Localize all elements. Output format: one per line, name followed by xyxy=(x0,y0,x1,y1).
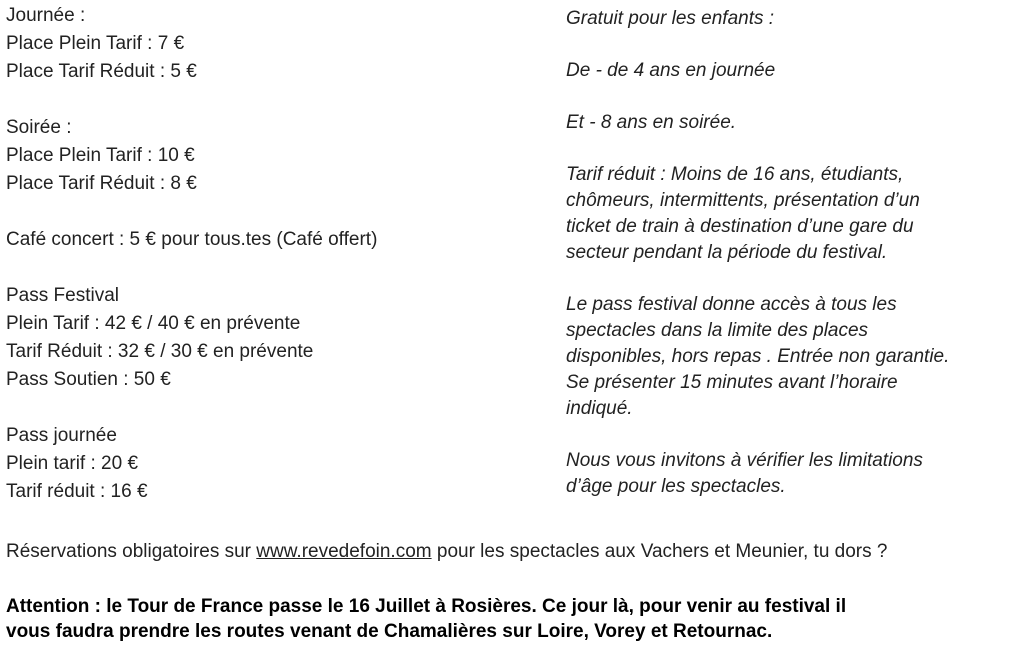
reservation-text-after: pour les spectacles aux Vachers et Meunier, tu dors ? xyxy=(431,541,888,562)
prices-column xyxy=(6,2,546,506)
attention-line-2: vous faudra prendre les routes venant de Chamalières sur Loire, Vorey et Retournac. xyxy=(6,621,773,642)
pass-journee-prices xyxy=(6,422,546,506)
soiree-prices xyxy=(6,114,546,198)
cafe-concert-line: Café concert : 5 € pour tous.tes (Café offert) xyxy=(6,229,378,250)
pass-festival-prices xyxy=(6,282,546,394)
journee-heading: Journée : xyxy=(6,5,86,26)
soiree-heading: Soirée : xyxy=(6,117,72,138)
pass-journee-reduced-price: Tarif réduit : 16 € xyxy=(6,481,148,502)
journee-reduced-price: Place Tarif Réduit : 5 € xyxy=(6,61,197,82)
soiree-full-price: Place Plein Tarif : 10 € xyxy=(6,145,195,166)
reservation-link[interactable]: www.revedefoin.com xyxy=(256,541,432,562)
pass-festival-conditions: Le pass festival donne accès à tous les spectacles dans la limite des places disponibles, hors repas . Entrée non garantie. Se présenter 15 minutes avant l’horaire indiqué. xyxy=(566,294,950,419)
pass-festival-reduced-price: Tarif Réduit : 32 € / 30 € en prévente xyxy=(6,341,314,362)
pass-festival-full-price: Plein Tarif : 42 € / 40 € en prévente xyxy=(6,313,301,334)
reduced-rate-conditions: Tarif réduit : Moins de 16 ans, étudiants, chômeurs, intermittents, présentation d’un ticket de train à destination d’une gare du secteur pendant la période du festival. xyxy=(566,164,920,263)
conditions-column xyxy=(566,6,1016,526)
free-children-note: Gratuit pour les enfants : xyxy=(566,8,775,29)
pass-journee-heading: Pass journée xyxy=(6,425,117,446)
attention-notice xyxy=(6,594,1020,644)
pass-journee-full-price: Plein tarif : 20 € xyxy=(6,453,139,474)
journee-prices xyxy=(6,2,546,86)
age-limits-note: Nous vous invitons à vérifier les limitations d’âge pour les spectacles. xyxy=(566,450,923,497)
attention-line-1: Attention : le Tour de France passe le 16 Juillet à Rosières. Ce jour là, pour venir au festival il xyxy=(6,596,847,617)
soiree-reduced-price: Place Tarif Réduit : 8 € xyxy=(6,173,197,194)
cafe-concert-price xyxy=(6,226,546,254)
journee-full-price: Place Plein Tarif : 7 € xyxy=(6,33,185,54)
evening-age-note: Et - 8 ans en soirée. xyxy=(566,112,737,133)
reservation-notice xyxy=(6,538,1020,566)
day-age-note: De - de 4 ans en journée xyxy=(566,60,776,81)
pass-festival-heading: Pass Festival xyxy=(6,285,119,306)
reservation-text-before: Réservations obligatoires sur xyxy=(6,541,257,562)
pass-soutien-price: Pass Soutien : 50 € xyxy=(6,369,171,390)
